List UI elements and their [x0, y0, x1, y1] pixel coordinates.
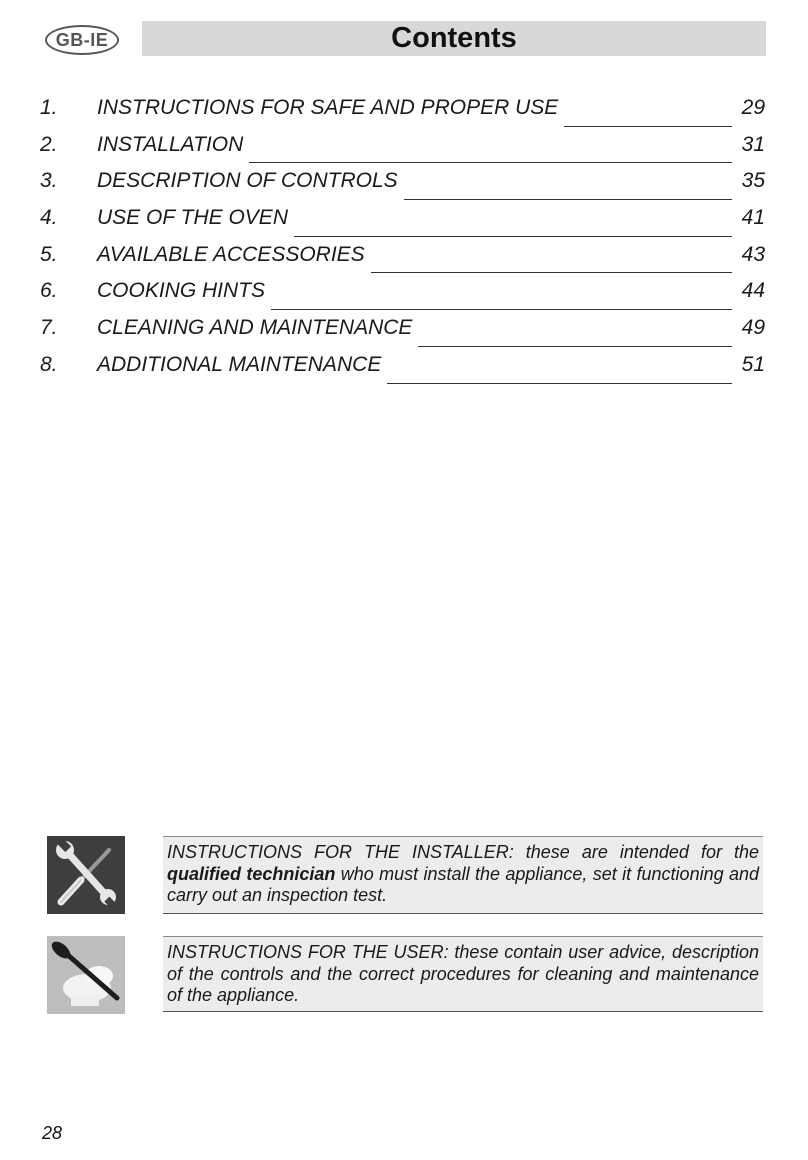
page-title: Contents: [142, 21, 766, 56]
user-note-text: INSTRUCTIONS FOR THE USER: these contain user advice, description of the controls and the correct procedures for cleaning and maintenance of the appliance.: [163, 936, 763, 1012]
toc-entry[interactable]: [40, 316, 765, 353]
toc-entry[interactable]: [40, 133, 765, 170]
toc-entry[interactable]: [40, 96, 765, 133]
toc-leader-line: [294, 236, 732, 237]
toc-page-number: 51: [741, 352, 765, 376]
toc-number: 1.: [40, 96, 58, 119]
installer-note-rest: who must install the appliance, set it functioning and carry out an inspection test.: [167, 863, 760, 905]
toc-number: 8.: [40, 352, 58, 376]
toc-leader-line: [564, 126, 731, 127]
toc-entry[interactable]: [40, 279, 765, 316]
toc-number: 3.: [40, 169, 58, 193]
installer-note-text: [163, 836, 763, 914]
toc-number: 4.: [40, 206, 58, 230]
toc-page-number: 44: [741, 279, 765, 303]
toc-title: ADDITIONAL MAINTENANCE: [97, 352, 382, 376]
toc-page-number: 35: [741, 169, 765, 193]
page-number: 28: [42, 1123, 63, 1143]
toc-entry[interactable]: [40, 353, 765, 390]
toc-leader-line: [249, 162, 731, 163]
toc-title: INSTALLATION: [97, 132, 244, 156]
toc-title: DESCRIPTION OF CONTROLS: [97, 169, 398, 193]
toc-page-number: 41: [741, 206, 765, 230]
toc-number: 5.: [40, 242, 58, 266]
toc-page-number: 29: [741, 96, 765, 119]
toc-number: 7.: [40, 316, 58, 340]
toc-title: INSTRUCTIONS FOR SAFE AND PROPER USE: [97, 96, 559, 119]
toc-leader-line: [371, 272, 732, 273]
table-of-contents: [40, 96, 765, 390]
wrench-screwdriver-icon: [47, 836, 125, 914]
toc-title: CLEANING AND MAINTENANCE: [97, 316, 413, 340]
toc-page-number: 43: [741, 242, 765, 266]
qualified-technician-emphasis: qualified technician: [167, 863, 336, 884]
toc-entry[interactable]: [40, 169, 765, 206]
language-badge: GB-IE: [45, 25, 119, 55]
installer-note-intro: INSTRUCTIONS FOR THE INSTALLER: these are intended for the: [167, 842, 759, 862]
toc-leader-line: [387, 383, 731, 384]
toc-number: 2.: [40, 132, 58, 156]
toc-title: USE OF THE OVEN: [97, 206, 288, 230]
toc-page-number: 31: [741, 132, 765, 156]
toc-entry[interactable]: [40, 206, 765, 243]
chef-spoon-icon: [47, 936, 125, 1014]
toc-entry[interactable]: [40, 243, 765, 280]
toc-number: 6.: [40, 279, 58, 303]
toc-leader-line: [418, 346, 731, 347]
toc-page-number: 49: [741, 316, 765, 340]
toc-leader-line: [271, 309, 732, 310]
toc-title: AVAILABLE ACCESSORIES: [97, 242, 365, 266]
toc-title: COOKING HINTS: [97, 279, 266, 303]
toc-leader-line: [404, 199, 732, 200]
